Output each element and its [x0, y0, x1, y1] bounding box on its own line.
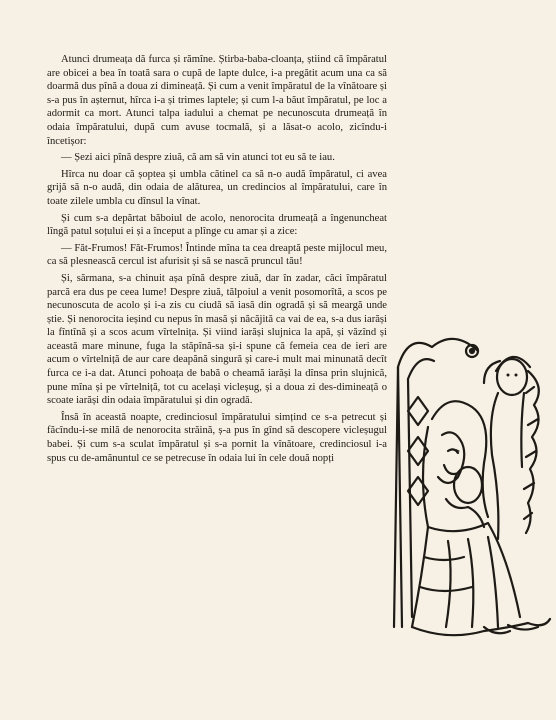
text-column — [47, 53, 387, 468]
paragraph-6: Și, sărmana, s-a chinuit așa pînă despre ziuă, dar în zadar, căci împăratul parcă era dus pe ceea lume! Despre ziuă, tălpoiul a venit posomorîtă, a scos pe necunoscuta de acolo și i-a zis cu ciudă să iasă din ogradă și să meargă unde știe. Și nenorocita ieșind cu nepus în masă și năcăjită ca vai de ea, s-a dus iarăși la fîntînă și a scos acum vîrtelnița. Și viind iarăși slujnica la apă, și văzînd și această mare minune, fuga la stăpînă-sa și-i spune că femeia cea de ieri are acum o vîrtelniță de aur care deapănă singură și care-i mult mai minunată decît furca ce i-a dat. Atunci pohoața de babă o cheamă iarăși la dînsa prin slujnică, pune mîna și pe vîrtelniță, tot cu același vicleșug, și a doua zi des-dimineață o scoate iarăși din odaia împăratului și din ogradă. — [47, 272, 387, 407]
paragraph-2: — Șezi aici pînă despre ziuă, că am să vin atunci tot eu să te iau. — [61, 152, 335, 164]
paragraph-4: Și cum s-a depărtat băboiul de acolo, nenorocita drumeață a îngenuncheat lîngă patul soțului ei și a început a plînge cu amar și a zice: — [47, 212, 387, 238]
paragraph-5: — Făt-Frumos! Făt-Frumos! Întinde mîna ta cea dreaptă peste mijlocul meu, ca să plesnească cercul ist afurisit și să se nască pruncul tău! — [47, 242, 387, 268]
paragraph-1: Atunci drumeața dă furca și rămîne. Știrba-baba-cloanța, știind că împăratul are obicei a bea în toată sara o cupă de lapte dulce, i-a pregătit acum una ca să doarmă dus pînă a doua zi dimineață. Și cum a venit împăratul de la vînătoare și s-a pus în așternut, hîrca i-a și trimes laptele; și cum l-a băut împăratul, pe loc a adormit ca mort. Atunci talpa iadului a chemat pe necunoscuta drumeață în odaia împăratului, după cum avuse tocmală, și a lăsat-o acolo, zicîndu-i încetișor: — [47, 54, 387, 147]
paragraph-3: Hîrca nu doar că șoptea și umbla cătinel ca să n-o audă împăratul, ci avea grijă să n-o audă, din odaia de alăturea, un credincios al împăratului, care în toate zilele umbla cu dînsul la vînat. — [47, 168, 387, 207]
paragraph-7: Însă în această noapte, credinciosul împăratului simțind ce s-a petrecut și făcîndu-i-se milă de nenorocita străină, ș-a pus în gînd să descopere vicleșugul babei. Și cum s-a sculat împăratul și s-a pornit la vînătoare, credinciosul i-a spus cu de-amănuntul ce se petrecuse în odaia lui în cele două nopți — [47, 411, 387, 464]
illustration-old-woman-and-girl — [388, 327, 556, 647]
